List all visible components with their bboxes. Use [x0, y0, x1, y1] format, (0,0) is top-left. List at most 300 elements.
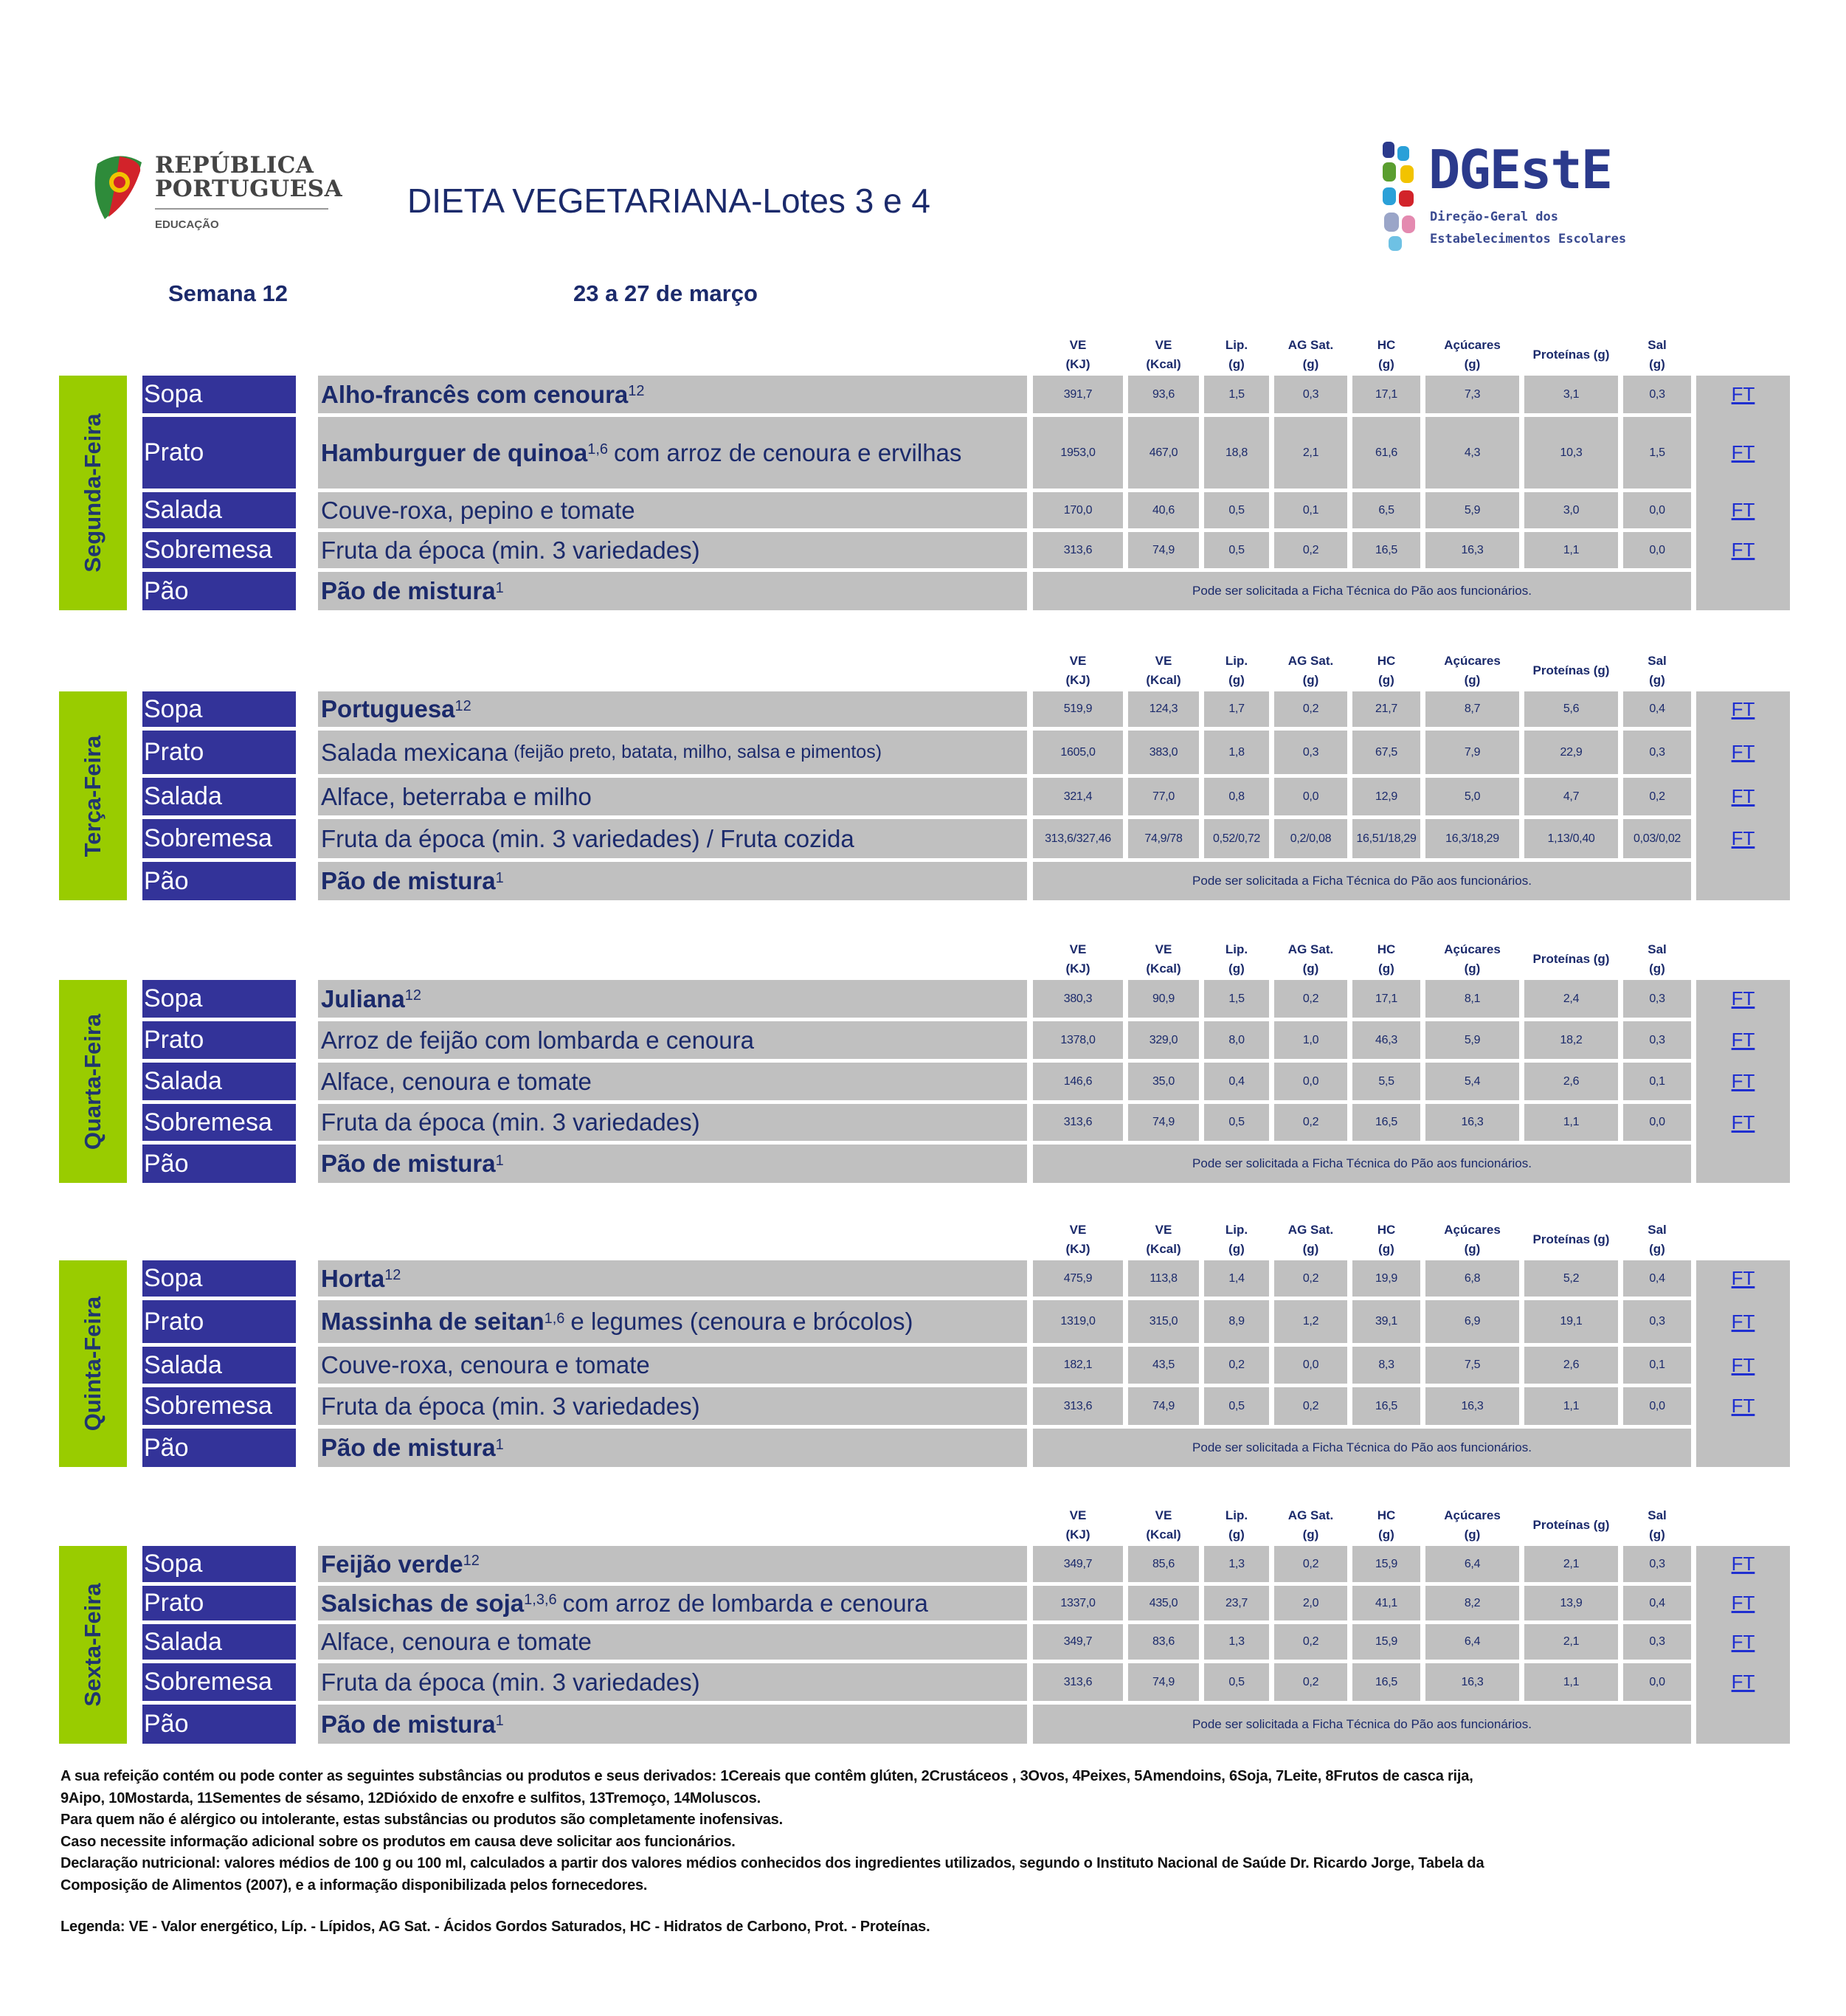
ft-link[interactable]: FT	[1731, 827, 1755, 849]
nutrition-value: 1,7	[1204, 691, 1269, 727]
nutrition-value: 22,9	[1524, 731, 1618, 774]
dish-main: Alface, cenoura e tomate	[321, 1067, 592, 1095]
column-header-line1: Sal	[1648, 654, 1667, 668]
column-header-line1: Açúcares	[1444, 338, 1501, 352]
nutrition-value: 113,8	[1128, 1260, 1199, 1297]
nutrition-value: 0,0	[1623, 532, 1691, 568]
nutrition-value: 17,1	[1352, 376, 1420, 413]
date-range: 23 a 27 de março	[573, 280, 758, 306]
nutrition-value: 0,2	[1274, 691, 1347, 727]
nutrition-value: 329,0	[1128, 1021, 1199, 1059]
nutrition-value: 0,3	[1623, 980, 1691, 1018]
allergen-superscript: 1	[495, 579, 504, 596]
nutrition-value: 0,2	[1274, 1260, 1347, 1297]
ft-link[interactable]: FT	[1731, 1070, 1755, 1092]
logo-right-line2: Estabelecimentos Escolares	[1430, 232, 1627, 246]
nutrition-value: 1,5	[1623, 417, 1691, 489]
nutrition-value: 16,5	[1352, 1104, 1420, 1141]
ft-link[interactable]: FT	[1731, 1310, 1755, 1333]
nutrition-value: 35,0	[1128, 1063, 1199, 1100]
allergen-superscript: 1	[495, 1152, 504, 1169]
dish-name	[318, 1063, 1027, 1100]
column-header-line2: (g)	[1649, 357, 1665, 371]
dish-description: com arroz de lombarda e cenoura	[562, 1589, 928, 1617]
category-label: Pão	[142, 572, 296, 610]
nutrition-value: 1,1	[1524, 1663, 1618, 1701]
dish-main: Massinha de seitan	[321, 1308, 545, 1335]
ft-link[interactable]: FT	[1731, 697, 1755, 720]
day-name: Sexta-Feira	[80, 1583, 106, 1707]
day-name: Quinta-Feira	[80, 1296, 106, 1432]
allergen-superscript: 1,6	[544, 1310, 565, 1327]
dish-main: Fruta da época (min. 3 variedades)	[321, 536, 700, 564]
logo-right-name: DGEstE	[1428, 139, 1612, 201]
column-header-line2: (g)	[1649, 1527, 1665, 1542]
legend: Legenda: VE - Valor energético, Líp. - Lípidos, AG Sat. - Ácidos Gordos Saturados, HC - Hidratos de Carbono, Prot. - Proteínas.	[61, 1919, 930, 1935]
allergen-superscript: 12	[404, 987, 421, 1004]
column-header-line1: Proteínas (g)	[1532, 348, 1610, 362]
footer-line: Caso necessite informação adicional sobre os produtos em causa deve solicitar aos funcionários.	[61, 1833, 736, 1850]
category-label: Sobremesa	[142, 1104, 296, 1141]
dish-name	[318, 1300, 1027, 1343]
nutrition-value: 67,5	[1352, 731, 1420, 774]
nutrition-value: 0,2	[1274, 1387, 1347, 1425]
nutrition-value: 8,0	[1204, 1021, 1269, 1059]
nutrition-value: 0,0	[1623, 1663, 1691, 1701]
nutrition-value: 8,7	[1425, 691, 1519, 727]
ft-link[interactable]: FT	[1731, 383, 1755, 405]
nutrition-value: 8,9	[1204, 1300, 1269, 1343]
nutrition-value: 1,3	[1204, 1546, 1269, 1582]
dish-main: Horta	[321, 1264, 385, 1292]
category-label: Sopa	[142, 376, 296, 413]
column-header	[1425, 1506, 1519, 1544]
nutrition-value: 0,2	[1274, 1104, 1347, 1141]
dish-main: Alface, cenoura e tomate	[321, 1628, 592, 1655]
column-header-line1: HC	[1377, 654, 1396, 668]
column-header-line2: (g)	[1302, 1527, 1319, 1542]
dish-main: Couve-roxa, cenoura e tomate	[321, 1351, 650, 1378]
nutrition-value: 1,13/0,40	[1524, 819, 1618, 858]
footer-line: Composição de Alimentos (2007), e a informação disponibilizada pelos fornecedores.	[61, 1877, 648, 1894]
day-name: Segunda-Feira	[80, 413, 106, 573]
nutrition-value: 41,1	[1352, 1586, 1420, 1620]
day-label-4	[59, 1546, 127, 1744]
nutrition-value: 16,3/18,29	[1425, 819, 1519, 858]
nutrition-value: 8,3	[1352, 1347, 1420, 1384]
nutrition-value: 475,9	[1033, 1260, 1123, 1297]
category-label: Salada	[142, 492, 296, 528]
dish-main: Arroz de feijão com lombarda e cenoura	[321, 1026, 754, 1054]
column-header-line1: Sal	[1648, 1223, 1667, 1237]
nutrition-value: 18,8	[1204, 417, 1269, 489]
nutrition-value: 349,7	[1033, 1624, 1123, 1660]
nutrition-value: 315,0	[1128, 1300, 1199, 1343]
column-header-line1: HC	[1377, 1223, 1396, 1237]
category-label: Prato	[142, 731, 296, 774]
nutrition-value: 146,6	[1033, 1063, 1123, 1100]
column-header	[1425, 652, 1519, 690]
nutrition-value: 2,1	[1274, 417, 1347, 489]
nutrition-value: 5,2	[1524, 1260, 1618, 1297]
column-header-line2: (g)	[1378, 1242, 1394, 1256]
column-header-line2: (Kcal)	[1146, 357, 1181, 371]
nutrition-value: 19,1	[1524, 1300, 1618, 1343]
category-label: Sopa	[142, 1260, 296, 1297]
column-header-line1: AG Sat.	[1287, 338, 1334, 352]
column-header	[1524, 1221, 1618, 1259]
column-header	[1524, 940, 1618, 978]
bread-note: Pode ser solicitada a Ficha Técnica do Pão aos funcionários.	[1033, 1429, 1691, 1467]
nutrition-value: 0,0	[1623, 1104, 1691, 1141]
nutrition-value: 2,6	[1524, 1063, 1618, 1100]
column-header-line1: Sal	[1648, 338, 1667, 352]
nutrition-value: 10,3	[1524, 417, 1618, 489]
dish-main: Fruta da época (min. 3 variedades)	[321, 1668, 700, 1696]
column-header-line2: (Kcal)	[1146, 673, 1181, 687]
nutrition-value: 435,0	[1128, 1586, 1199, 1620]
nutrition-value: 5,9	[1425, 492, 1519, 528]
column-header-line1: HC	[1377, 1508, 1396, 1522]
column-header-line1: Lip.	[1225, 1223, 1248, 1237]
nutrition-value: 16,5	[1352, 1663, 1420, 1701]
column-header-line1: VE	[1155, 1508, 1172, 1522]
dish-name	[318, 532, 1027, 568]
dish-name	[318, 1663, 1027, 1701]
dish-name	[318, 862, 1027, 900]
dish-main: Alho-francês com cenoura	[321, 380, 629, 408]
allergen-superscript: 1	[495, 1436, 504, 1453]
nutrition-value: 13,9	[1524, 1586, 1618, 1620]
category-label: Pão	[142, 1705, 296, 1744]
nutrition-value: 16,51/18,29	[1352, 819, 1420, 858]
nutrition-value: 74,9	[1128, 532, 1199, 568]
nutrition-value: 124,3	[1128, 691, 1199, 727]
nutrition-value: 0,5	[1204, 1104, 1269, 1141]
dish-main: Fruta da época (min. 3 variedades)	[321, 1392, 700, 1420]
bread-note: Pode ser solicitada a Ficha Técnica do Pão aos funcionários.	[1033, 862, 1691, 900]
footer-line: Para quem não é alérgico ou intolerante, estas substâncias ou produtos são completamente inofensivas.	[61, 1812, 783, 1828]
nutrition-value: 313,6/327,46	[1033, 819, 1123, 858]
dish-main: Salsichas de soja	[321, 1589, 525, 1617]
nutrition-value: 0,5	[1204, 532, 1269, 568]
nutrition-value: 1337,0	[1033, 1586, 1123, 1620]
nutrition-value: 5,6	[1524, 691, 1618, 727]
logo-left-line2: PORTUGUESA	[155, 176, 343, 202]
allergen-footer	[61, 1766, 1484, 1896]
column-header	[1128, 336, 1199, 374]
column-header	[1425, 940, 1519, 978]
nutrition-value: 2,4	[1524, 980, 1618, 1018]
nutrition-value: 0,0	[1274, 778, 1347, 815]
nutrition-value: 0,3	[1623, 1300, 1691, 1343]
dish-main: Salada mexicana	[321, 738, 508, 766]
column-header	[1524, 336, 1618, 374]
column-header	[1623, 652, 1691, 690]
nutrition-value: 0,3	[1274, 376, 1347, 413]
nutrition-value: 380,3	[1033, 980, 1123, 1018]
nutrition-value: 21,7	[1352, 691, 1420, 727]
nutrition-value: 0,2	[1623, 778, 1691, 815]
nutrition-value: 313,6	[1033, 532, 1123, 568]
nutrition-value: 182,1	[1033, 1347, 1123, 1384]
nutrition-value: 0,0	[1274, 1347, 1347, 1384]
bread-note: Pode ser solicitada a Ficha Técnica do Pão aos funcionários.	[1033, 572, 1691, 610]
dish-main: Fruta da época (min. 3 variedades)	[321, 1108, 700, 1136]
column-header	[1274, 940, 1347, 978]
column-header	[1352, 1506, 1420, 1544]
column-header-line2: (g)	[1464, 962, 1481, 976]
column-header	[1204, 940, 1269, 978]
ft-link[interactable]: FT	[1731, 1671, 1755, 1693]
nutrition-value: 383,0	[1128, 731, 1199, 774]
category-label: Sopa	[142, 691, 296, 727]
column-header-line2: (g)	[1464, 1242, 1481, 1256]
ft-link[interactable]: FT	[1731, 499, 1755, 521]
nutrition-value: 1,3	[1204, 1624, 1269, 1660]
allergen-superscript: 12	[628, 383, 645, 399]
column-header	[1033, 1221, 1123, 1259]
nutrition-value: 1378,0	[1033, 1021, 1123, 1059]
column-header-line1: Lip.	[1225, 942, 1248, 956]
column-header-line1: Açúcares	[1444, 1508, 1501, 1522]
nutrition-value: 0,1	[1274, 492, 1347, 528]
nutrition-value: 0,2	[1274, 1624, 1347, 1660]
ft-link[interactable]: FT	[1731, 785, 1755, 807]
nutrition-value: 77,0	[1128, 778, 1199, 815]
nutrition-value: 0,2	[1274, 1663, 1347, 1701]
column-header-line2: (KJ)	[1065, 1242, 1090, 1256]
category-label: Prato	[142, 1586, 296, 1620]
nutrition-value: 0,2/0,08	[1274, 819, 1347, 858]
dish-name	[318, 1624, 1027, 1660]
column-header	[1425, 336, 1519, 374]
dish-name	[318, 1586, 1027, 1620]
column-header-line2: (g)	[1228, 357, 1245, 371]
dish-name	[318, 1347, 1027, 1384]
column-header	[1524, 1506, 1618, 1544]
nutrition-value: 43,5	[1128, 1347, 1199, 1384]
column-header-line1: Proteínas (g)	[1532, 1518, 1610, 1532]
nutrition-value: 0,0	[1274, 1063, 1347, 1100]
nutrition-value: 170,0	[1033, 492, 1123, 528]
dish-name	[318, 492, 1027, 528]
week-label: Semana 12	[168, 280, 288, 306]
column-header-line1: AG Sat.	[1287, 1223, 1334, 1237]
nutrition-value: 19,9	[1352, 1260, 1420, 1297]
nutrition-value: 0,5	[1204, 1663, 1269, 1701]
day-label-3	[59, 1260, 127, 1467]
allergen-superscript: 1	[495, 869, 504, 886]
nutrition-value: 90,9	[1128, 980, 1199, 1018]
nutrition-value: 1,2	[1274, 1300, 1347, 1343]
nutrition-value: 0,5	[1204, 1387, 1269, 1425]
ft-link[interactable]: FT	[1731, 1592, 1755, 1614]
nutrition-value: 3,1	[1524, 376, 1618, 413]
dish-name	[318, 1387, 1027, 1425]
column-header	[1274, 336, 1347, 374]
ft-link[interactable]: FT	[1731, 1029, 1755, 1051]
dish-name	[318, 731, 1027, 774]
nutrition-value: 0,03/0,02	[1623, 819, 1691, 858]
nutrition-value: 1319,0	[1033, 1300, 1123, 1343]
column-header-line1: Sal	[1648, 1508, 1667, 1522]
category-label: Prato	[142, 417, 296, 489]
nutrition-value: 15,9	[1352, 1624, 1420, 1660]
nutrition-value: 8,1	[1425, 980, 1519, 1018]
nutrition-value: 16,5	[1352, 1387, 1420, 1425]
ft-link[interactable]: FT	[1731, 1630, 1755, 1653]
column-header	[1524, 652, 1618, 690]
column-header-line2: (KJ)	[1065, 357, 1090, 371]
nutrition-value: 12,9	[1352, 778, 1420, 815]
ft-link[interactable]: FT	[1731, 441, 1755, 463]
nutrition-value: 7,3	[1425, 376, 1519, 413]
dish-main: Portuguesa	[321, 695, 455, 722]
nutrition-value: 0,4	[1623, 1260, 1691, 1297]
column-header-line2: (g)	[1649, 673, 1665, 687]
column-header-line2: (Kcal)	[1146, 1242, 1181, 1256]
dish-main: Juliana	[321, 984, 405, 1012]
allergen-superscript: 12	[463, 1553, 480, 1569]
ft-link[interactable]: FT	[1731, 539, 1755, 561]
column-header	[1128, 940, 1199, 978]
ft-link[interactable]: FT	[1731, 1353, 1755, 1376]
column-header-line2: (g)	[1228, 673, 1245, 687]
category-label: Salada	[142, 1347, 296, 1384]
dish-main: Pão de mistura	[321, 1710, 496, 1738]
nutrition-value: 391,7	[1033, 376, 1123, 413]
ft-link[interactable]: FT	[1731, 1395, 1755, 1417]
bread-note: Pode ser solicitada a Ficha Técnica do Pão aos funcionários.	[1033, 1145, 1691, 1183]
column-header	[1204, 1221, 1269, 1259]
dish-name	[318, 819, 1027, 858]
column-header-line2: (g)	[1228, 1527, 1245, 1542]
dish-main: Hamburguer de quinoa	[321, 438, 588, 466]
dish-main: Feijão verde	[321, 1550, 463, 1578]
ft-link[interactable]: FT	[1731, 1553, 1755, 1575]
nutrition-value: 0,2	[1274, 980, 1347, 1018]
category-label: Sobremesa	[142, 532, 296, 568]
nutrition-value: 6,5	[1352, 492, 1420, 528]
day-label-1	[59, 691, 127, 900]
column-header-line2: (g)	[1228, 1242, 1245, 1256]
column-header-line1: VE	[1069, 654, 1087, 668]
day-label-0	[59, 376, 127, 610]
column-header-line1: VE	[1069, 1508, 1087, 1522]
nutrition-value: 0,0	[1623, 492, 1691, 528]
category-label: Sobremesa	[142, 1663, 296, 1701]
nutrition-value: 0,3	[1623, 376, 1691, 413]
nutrition-value: 1,5	[1204, 376, 1269, 413]
column-header-line1: AG Sat.	[1287, 654, 1334, 668]
nutrition-value: 18,2	[1524, 1021, 1618, 1059]
dish-name	[318, 572, 1027, 610]
nutrition-value: 5,0	[1425, 778, 1519, 815]
nutrition-value: 0,52/0,72	[1204, 819, 1269, 858]
page-title: DIETA VEGETARIANA-Lotes 3 e 4	[407, 182, 931, 220]
logo-left-line3: EDUCAÇÃO	[155, 218, 219, 231]
nutrition-value: 40,6	[1128, 492, 1199, 528]
nutrition-value: 321,4	[1033, 778, 1123, 815]
dish-main: Fruta da época (min. 3 variedades) / Fruta cozida	[321, 824, 854, 852]
column-header	[1033, 1506, 1123, 1544]
dish-name	[318, 376, 1027, 413]
nutrition-value: 1,1	[1524, 532, 1618, 568]
column-header-line1: Lip.	[1225, 338, 1248, 352]
nutrition-value: 1,8	[1204, 731, 1269, 774]
nutrition-value: 16,3	[1425, 1387, 1519, 1425]
nutrition-value: 0,5	[1204, 492, 1269, 528]
column-header	[1425, 1221, 1519, 1259]
logo-right-line1: Direção-Geral dos	[1430, 210, 1558, 224]
dish-description: e legumes (cenoura e brócolos)	[570, 1308, 913, 1335]
category-label: Salada	[142, 1624, 296, 1660]
ft-link[interactable]: FT	[1731, 1111, 1755, 1133]
column-header-line2: (g)	[1464, 673, 1481, 687]
dish-name	[318, 691, 1027, 727]
column-header	[1128, 652, 1199, 690]
nutrition-value: 2,6	[1524, 1347, 1618, 1384]
column-header-line1: Lip.	[1225, 1508, 1248, 1522]
category-label: Prato	[142, 1021, 296, 1059]
ft-link[interactable]: FT	[1731, 741, 1755, 763]
nutrition-value: 2,0	[1274, 1586, 1347, 1620]
nutrition-value: 0,4	[1623, 1586, 1691, 1620]
footer-line: 9Aipo, 10Mostarda, 11Sementes de sésamo, 12Dióxido de enxofre e sulfitos, 13Tremoço, 14Moluscos.	[61, 1789, 761, 1806]
nutrition-value: 5,5	[1352, 1063, 1420, 1100]
nutrition-value: 1,0	[1274, 1021, 1347, 1059]
nutrition-value: 16,5	[1352, 532, 1420, 568]
column-header	[1623, 1221, 1691, 1259]
footer-line: A sua refeição contém ou pode conter as seguintes substâncias ou produtos e seus derivados: 1Cereais que contêm glúten, 2Crustáceos , 3Ovos, 4Peixes, 5Amendoins, 6Soja, 7Leite, 8Frutos de casca rija,	[61, 1768, 1473, 1784]
column-header-line1: Proteínas (g)	[1532, 1232, 1610, 1246]
dish-name	[318, 778, 1027, 815]
nutrition-value: 1605,0	[1033, 731, 1123, 774]
column-header	[1033, 652, 1123, 690]
category-label: Pão	[142, 1429, 296, 1467]
nutrition-value: 17,1	[1352, 980, 1420, 1018]
dish-main: Pão de mistura	[321, 1150, 496, 1177]
nutrition-value: 74,9	[1128, 1104, 1199, 1141]
column-header	[1204, 652, 1269, 690]
column-header-line1: Sal	[1648, 942, 1667, 956]
column-header-line1: Açúcares	[1444, 1223, 1501, 1237]
dish-name	[318, 1260, 1027, 1297]
nutrition-value: 1,5	[1204, 980, 1269, 1018]
nutrition-value: 1,1	[1524, 1387, 1618, 1425]
column-header-line1: VE	[1155, 654, 1172, 668]
column-header-line1: Açúcares	[1444, 654, 1501, 668]
column-header-line1: Açúcares	[1444, 942, 1501, 956]
ft-link[interactable]: FT	[1731, 1267, 1755, 1289]
column-header-line1: Proteínas (g)	[1532, 952, 1610, 966]
column-header-line1: VE	[1155, 1223, 1172, 1237]
column-header	[1352, 940, 1420, 978]
day-name: Terça-Feira	[80, 735, 106, 857]
logo-divider	[155, 208, 328, 210]
nutrition-value: 313,6	[1033, 1663, 1123, 1701]
dish-main: Alface, beterraba e milho	[321, 782, 592, 810]
nutrition-value: 0,8	[1204, 778, 1269, 815]
column-header-line2: (g)	[1649, 1242, 1665, 1256]
nutrition-value: 0,3	[1623, 731, 1691, 774]
column-header-line2: (g)	[1302, 357, 1319, 371]
ft-link[interactable]: FT	[1731, 987, 1755, 1009]
nutrition-value: 4,7	[1524, 778, 1618, 815]
nutrition-value: 4,3	[1425, 417, 1519, 489]
category-label: Salada	[142, 1063, 296, 1100]
